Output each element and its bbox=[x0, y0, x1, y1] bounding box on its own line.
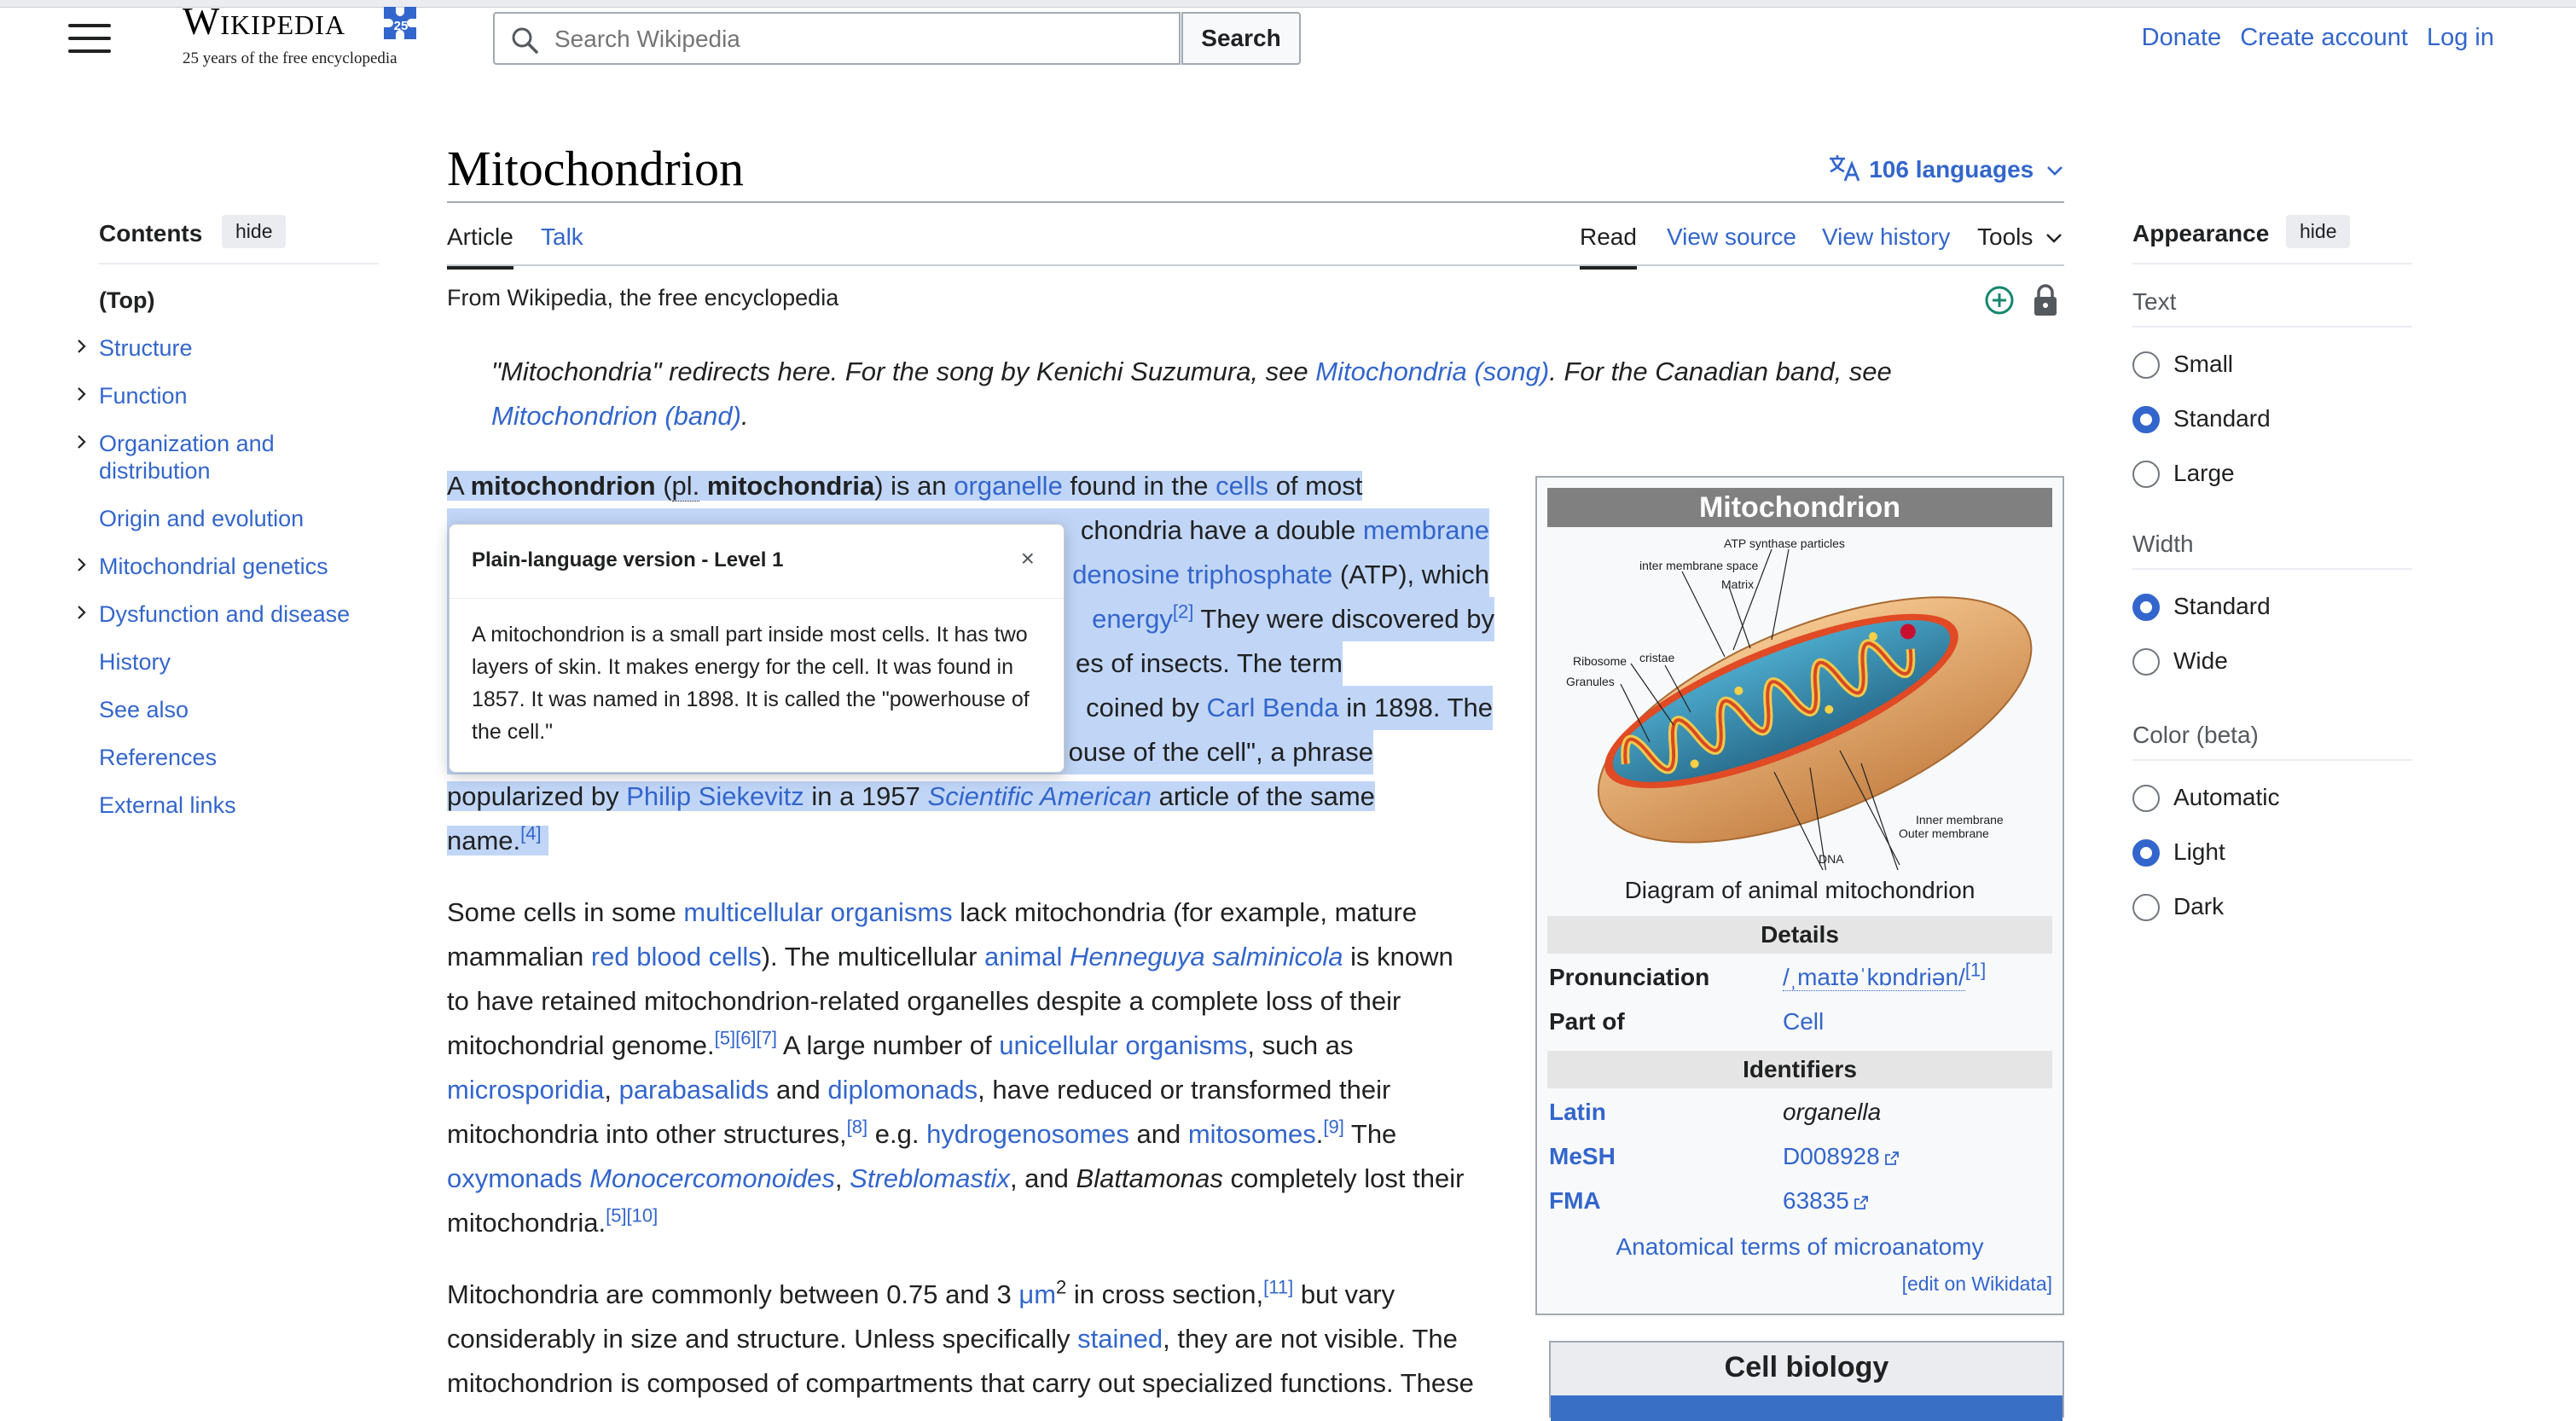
p2-line-5 bbox=[447, 1068, 1505, 1112]
fma-link[interactable]: FMA bbox=[1549, 1187, 1601, 1214]
infobox-title: Mitochondrion bbox=[1547, 488, 2052, 527]
text: mitochondrial genome. bbox=[447, 1030, 715, 1060]
log-in-link[interactable]: Log in bbox=[2426, 24, 2494, 51]
link-streblomastix[interactable]: Streblomastix bbox=[850, 1163, 1010, 1193]
toc-hide-button[interactable]: hide bbox=[222, 215, 286, 248]
text: of most bbox=[1268, 471, 1363, 501]
hatnote-text: . bbox=[740, 401, 749, 431]
toc-item-external-links[interactable]: External links bbox=[99, 792, 236, 818]
link-membrane[interactable]: membrane bbox=[1362, 515, 1489, 545]
cell-biology-header-bar bbox=[1551, 1395, 2063, 1421]
search-box[interactable] bbox=[493, 12, 1181, 65]
tab-view-history[interactable]: View history bbox=[1822, 223, 1951, 250]
text: in cross section, bbox=[1066, 1279, 1264, 1309]
fma-id-link[interactable]: 63835 bbox=[1783, 1187, 1849, 1214]
mitochondrion-diagram[interactable] bbox=[1554, 537, 2049, 870]
text: They were discovered by bbox=[1193, 604, 1494, 634]
toc-item-see-also[interactable]: See also bbox=[99, 697, 189, 722]
search-icon bbox=[510, 26, 539, 55]
toc-item-origin[interactable]: Origin and evolution bbox=[99, 506, 305, 531]
toc-item-label: Dysfunction and disease bbox=[99, 601, 351, 627]
text: Some cells in some bbox=[447, 897, 684, 927]
superscript: 2 bbox=[1056, 1276, 1067, 1298]
toc-item-dysfunction[interactable] bbox=[99, 600, 380, 628]
tools-menu[interactable] bbox=[1977, 223, 2063, 266]
menu-icon-bar bbox=[68, 37, 111, 40]
toc-title: Contents bbox=[99, 220, 203, 246]
toc-item-structure[interactable] bbox=[99, 334, 380, 362]
text: , bbox=[604, 1075, 619, 1105]
text: article of the same bbox=[1151, 781, 1375, 811]
diagram-label: cristae bbox=[1639, 651, 1675, 664]
menu-icon-bar bbox=[68, 49, 111, 53]
p2-line-7 bbox=[447, 1157, 1505, 1201]
link-oxymonads[interactable]: oxymonads bbox=[447, 1163, 583, 1193]
infobox-row bbox=[1549, 959, 2052, 998]
radio-button[interactable] bbox=[2132, 461, 2160, 488]
ref-4[interactable]: [4] bbox=[520, 822, 542, 844]
plain-language-popup bbox=[449, 524, 1065, 773]
menu-icon-bar bbox=[68, 24, 111, 27]
chevron-down-icon bbox=[2045, 231, 2063, 245]
link-atp[interactable]: denosine triphosphate bbox=[1072, 560, 1333, 589]
title-divider bbox=[447, 201, 2064, 203]
infobox bbox=[1535, 476, 2064, 1315]
toc-item-label: Mitochondrial genetics bbox=[99, 554, 328, 579]
link-cells[interactable]: cells bbox=[1215, 471, 1269, 501]
radio-button[interactable] bbox=[2132, 406, 2160, 433]
donate-link[interactable]: Donate bbox=[2141, 24, 2222, 51]
tabs-divider bbox=[447, 264, 2064, 266]
infobox-value bbox=[1783, 959, 1987, 991]
text: ( bbox=[655, 471, 672, 501]
p3-line-2 bbox=[447, 1317, 1505, 1361]
text bbox=[1062, 942, 1070, 972]
text: found in the bbox=[1062, 471, 1216, 501]
infobox-key: Part of bbox=[1549, 1008, 1625, 1035]
text: and bbox=[769, 1075, 828, 1105]
text: , bbox=[834, 1163, 850, 1193]
text: is known bbox=[1343, 942, 1453, 972]
radio-label: Standard bbox=[2173, 405, 2271, 432]
svg-text:25: 25 bbox=[393, 19, 409, 33]
text: Mitochondria are commonly between 0.75 and 3 bbox=[447, 1279, 1019, 1309]
section-divider bbox=[2132, 568, 2412, 570]
site-subtitle: From Wikipedia, the free encyclopedia bbox=[447, 285, 839, 310]
text: mitochondrion is composed of compartments that carry out specialized functions. These bbox=[447, 1368, 1474, 1398]
page-title: Mitochondrion bbox=[447, 141, 744, 196]
popup-body: A mitochondrion is a small part inside most cells. It has two layers of skin. It makes energy for the cell. It was found in 1857. It was named in 1898. It is called the "powerhouse of the cell." bbox=[472, 623, 1030, 744]
infobox-caption: Diagram of animal mitochondrion bbox=[1624, 877, 1976, 903]
external-link-icon bbox=[1885, 1151, 1899, 1165]
text: , they are not visible. The bbox=[1163, 1324, 1458, 1354]
text: in a 1957 bbox=[804, 781, 928, 811]
hatnote-link-song[interactable]: Mitochondria (song) bbox=[1315, 357, 1550, 386]
cell-biology-title: Cell biology bbox=[1724, 1351, 1889, 1383]
diagram-label: Outer membrane bbox=[1899, 826, 1989, 840]
infobox-row bbox=[1549, 1187, 2052, 1221]
infobox-identifiers-header: Identifiers bbox=[1547, 1051, 2052, 1088]
view-tabs bbox=[1580, 223, 2064, 266]
toc-item-function[interactable] bbox=[99, 382, 380, 409]
radio-button[interactable] bbox=[2132, 785, 2160, 812]
appearance-divider bbox=[2132, 263, 2412, 264]
language-selector[interactable] bbox=[1828, 154, 2064, 183]
text: chondria have a double bbox=[1080, 515, 1363, 545]
diagram-label: Matrix bbox=[1721, 577, 1755, 591]
language-count: 106 languages bbox=[1869, 156, 2034, 183]
ref-5-6-7[interactable]: [5][6][7] bbox=[714, 1027, 778, 1049]
text: mitochondria into other structures, bbox=[447, 1119, 847, 1149]
diagram-label: ATP synthase particles bbox=[1724, 537, 1845, 550]
popup-divider bbox=[450, 598, 1064, 599]
toc-item-references[interactable]: References bbox=[99, 745, 218, 770]
diagram-label: inter membrane space bbox=[1639, 559, 1759, 572]
add-circle-icon[interactable] bbox=[1984, 285, 2015, 316]
section-divider bbox=[2132, 326, 2412, 328]
link-unicellular-organisms[interactable]: unicellular organisms bbox=[999, 1030, 1248, 1060]
part-of-cell-link[interactable]: Cell bbox=[1783, 1008, 1825, 1035]
link-micrometre[interactable]: μm bbox=[1018, 1279, 1057, 1309]
text: mitochondria. bbox=[447, 1208, 606, 1238]
text-size-label: Text bbox=[2132, 288, 2177, 315]
text bbox=[699, 471, 707, 501]
ref-1[interactable]: [1] bbox=[1964, 959, 1987, 981]
link-scientific-american[interactable]: Scientific American bbox=[927, 781, 1152, 811]
radio-button[interactable] bbox=[2132, 594, 2160, 621]
chevron-right-icon[interactable] bbox=[73, 433, 90, 450]
text: A bbox=[447, 471, 471, 501]
p2-line-1 bbox=[447, 890, 1505, 935]
link-henneguya[interactable]: Henneguya salminicola bbox=[1069, 942, 1343, 972]
text: but vary bbox=[1293, 1279, 1395, 1309]
close-icon[interactable]: × bbox=[1020, 545, 1035, 571]
toc-item-organization[interactable] bbox=[99, 430, 380, 484]
toc-item-history[interactable]: History bbox=[99, 649, 171, 675]
pronunciation-link[interactable]: /ˌmaɪtəˈkɒndriən/ bbox=[1783, 964, 1965, 990]
link-animal[interactable]: animal bbox=[984, 942, 1063, 972]
search-input[interactable] bbox=[553, 14, 1170, 65]
link-philip-siekevitz[interactable]: Philip Siekevitz bbox=[626, 781, 804, 811]
text: . bbox=[1315, 1119, 1324, 1149]
radio-label: Dark bbox=[2173, 893, 2225, 919]
lead-line-8 bbox=[447, 774, 1505, 819]
infobox-row bbox=[1549, 1008, 2052, 1042]
infobox-value bbox=[1783, 1143, 1899, 1170]
text: The bbox=[1343, 1119, 1397, 1149]
text: in 1898. The bbox=[1338, 693, 1493, 722]
text: coined by bbox=[1086, 693, 1207, 722]
p3-line-1 bbox=[447, 1273, 1505, 1317]
radio-label: Wide bbox=[2173, 647, 2228, 674]
radio-button[interactable] bbox=[2132, 894, 2160, 921]
text: ouse of the cell", a phrase bbox=[1068, 737, 1373, 767]
link-organelle[interactable]: organelle bbox=[954, 471, 1063, 501]
chevron-right-icon[interactable] bbox=[73, 604, 90, 621]
translate-icon bbox=[1828, 154, 1862, 183]
tools-label: Tools bbox=[1977, 223, 2034, 250]
external-link-icon bbox=[1854, 1196, 1868, 1209]
text: , have reduced or transformed their bbox=[978, 1075, 1391, 1105]
radio-button[interactable] bbox=[2132, 648, 2160, 676]
infobox-details-header: Details bbox=[1547, 916, 2052, 954]
width-label: Width bbox=[2132, 531, 2194, 557]
namespace-tabs bbox=[447, 223, 788, 266]
p2-line-8 bbox=[447, 1201, 1505, 1245]
ref-8[interactable]: [8] bbox=[846, 1116, 868, 1138]
text: , and bbox=[1009, 1163, 1076, 1193]
appearance-hide-button[interactable]: hide bbox=[2286, 215, 2350, 248]
diagram-label: Granules bbox=[1566, 675, 1615, 688]
text: , such as bbox=[1247, 1030, 1354, 1060]
infobox-row bbox=[1549, 1143, 2052, 1177]
chevron-down-icon bbox=[2045, 164, 2064, 177]
anatomical-terms-link[interactable]: Anatomical terms of microanatomy bbox=[1616, 1233, 1984, 1260]
radio-label: Automatic bbox=[2173, 784, 2280, 810]
text: e.g. bbox=[867, 1119, 927, 1149]
ref-2[interactable]: [2] bbox=[1172, 600, 1194, 623]
ref-9[interactable]: [9] bbox=[1323, 1116, 1344, 1138]
link-hydrogenosomes[interactable]: hydrogenosomes bbox=[926, 1119, 1129, 1149]
text: lack mitochondria (for example, mature bbox=[952, 897, 1418, 927]
text: name. bbox=[447, 826, 521, 856]
user-links bbox=[2130, 24, 2494, 52]
toc-item-label: Function bbox=[99, 383, 188, 409]
tab-article[interactable]: Article bbox=[447, 223, 513, 270]
text: and bbox=[1128, 1119, 1188, 1149]
puzzle-globe-icon bbox=[377, 2, 425, 44]
ref-11[interactable]: [11] bbox=[1263, 1276, 1294, 1298]
link-parabasalids[interactable]: parabasalids bbox=[618, 1075, 769, 1105]
infobox-key: Pronunciation bbox=[1549, 964, 1710, 990]
toc-item-label: Structure bbox=[99, 335, 193, 361]
link-mitosomes[interactable]: mitosomes bbox=[1187, 1119, 1316, 1149]
abbr-plural: pl. bbox=[671, 471, 700, 501]
link-multicellular-organisms[interactable]: multicellular organisms bbox=[683, 897, 953, 927]
link-carl-benda[interactable]: Carl Benda bbox=[1206, 693, 1339, 722]
text: popularized by bbox=[447, 781, 627, 811]
hatnote-text: "Mitochondria" redirects here. For the song by Kenichi Suzumura, see bbox=[491, 357, 1316, 386]
infobox-row bbox=[1549, 1099, 2052, 1133]
toc-item-top[interactable]: (Top) bbox=[99, 287, 155, 313]
lead-line-9 bbox=[447, 819, 1505, 863]
link-microsporidia[interactable]: microsporidia bbox=[447, 1075, 605, 1105]
latin-link[interactable]: Latin bbox=[1549, 1099, 1606, 1125]
diagram-label: Inner membrane bbox=[1916, 813, 2004, 826]
infobox-value: organella bbox=[1783, 1099, 1882, 1125]
radio-label: Standard bbox=[2173, 593, 2271, 619]
search-button[interactable]: Search bbox=[1181, 12, 1301, 65]
popup-title: Plain-language version - Level 1 bbox=[472, 548, 784, 571]
mesh-link[interactable]: MeSH bbox=[1549, 1143, 1616, 1169]
hatnote-text: . For the Canadian band, see bbox=[1549, 357, 1892, 386]
text: A large number of bbox=[777, 1030, 1000, 1060]
p2-line-6 bbox=[447, 1112, 1505, 1157]
wikipedia-logo-wordmark[interactable]: Wikipedia bbox=[183, 0, 346, 43]
tab-view-source[interactable]: View source bbox=[1667, 223, 1797, 250]
text: ) is an bbox=[874, 471, 954, 501]
chevron-right-icon[interactable] bbox=[73, 338, 90, 355]
text: completely lost their bbox=[1222, 1163, 1465, 1193]
toc-item-genetics[interactable] bbox=[99, 553, 380, 580]
radio-label: Small bbox=[2173, 351, 2234, 377]
lock-icon[interactable] bbox=[2032, 283, 2059, 317]
diagram-label: Ribosome bbox=[1573, 654, 1627, 668]
bold-term: mitochondrion bbox=[470, 471, 656, 501]
text: (ATP), which bbox=[1332, 560, 1489, 589]
section-divider bbox=[2132, 759, 2412, 761]
chevron-right-icon[interactable] bbox=[73, 386, 90, 403]
text: es of insects. The term bbox=[1076, 648, 1343, 678]
p3-line-3 bbox=[447, 1361, 1505, 1406]
p2-line-4 bbox=[447, 1024, 1505, 1068]
link-stained[interactable]: stained bbox=[1077, 1324, 1163, 1354]
radio-button[interactable] bbox=[2132, 351, 2160, 379]
italic-term: Blattamonas bbox=[1076, 1163, 1223, 1193]
toc-item-label: Organization and distribution bbox=[99, 431, 275, 484]
create-account-link[interactable]: Create account bbox=[2240, 24, 2408, 51]
mesh-id-link[interactable]: D008928 bbox=[1783, 1143, 1880, 1169]
cell-biology-box bbox=[1549, 1341, 2064, 1418]
tab-talk[interactable]: Talk bbox=[541, 223, 583, 250]
radio-label: Light bbox=[2173, 838, 2225, 865]
link-monocercomonoides[interactable]: Monocercomonoides bbox=[589, 1163, 835, 1193]
hatnote-link-band[interactable]: Mitochondrion (band) bbox=[491, 401, 741, 431]
hatnote bbox=[491, 350, 2044, 438]
appearance-title: Appearance bbox=[2132, 220, 2270, 246]
text: to have retained mitochondrion-related organelles despite a complete loss of their bbox=[447, 986, 1401, 1016]
radio-button[interactable] bbox=[2132, 839, 2160, 867]
color-label: Color (beta) bbox=[2132, 722, 2259, 748]
infobox-value bbox=[1783, 1187, 1868, 1215]
link-energy[interactable]: energy bbox=[1092, 604, 1173, 634]
radio-label: Large bbox=[2173, 460, 2235, 486]
bold-term: mitochondria bbox=[706, 471, 875, 501]
text bbox=[583, 1163, 590, 1193]
link-diplomonads[interactable]: diplomonads bbox=[827, 1075, 978, 1105]
table-of-contents bbox=[99, 287, 389, 850]
p2-line-3 bbox=[447, 979, 1505, 1024]
chevron-right-icon[interactable] bbox=[73, 556, 90, 573]
p2-line-2 bbox=[447, 935, 1505, 979]
lead-line-1 bbox=[447, 464, 1505, 508]
main-menu-button[interactable] bbox=[68, 24, 111, 55]
text: mammalian bbox=[447, 942, 591, 972]
wikipedia-logo-tagline: 25 years of the free encyclopedia bbox=[183, 49, 397, 67]
link-red-blood-cells[interactable]: red blood cells bbox=[590, 942, 762, 972]
ref-5-10[interactable]: [5][10] bbox=[606, 1204, 659, 1227]
diagram-label: DNA bbox=[1819, 852, 1844, 866]
toc-divider bbox=[99, 263, 379, 264]
text: considerably in size and structure. Unless specifically bbox=[447, 1324, 1078, 1354]
text: ). The multicellular bbox=[761, 942, 985, 972]
tab-read[interactable]: Read bbox=[1580, 223, 1637, 270]
edit-on-wikidata-link[interactable]: [edit on Wikidata] bbox=[1901, 1273, 2052, 1295]
